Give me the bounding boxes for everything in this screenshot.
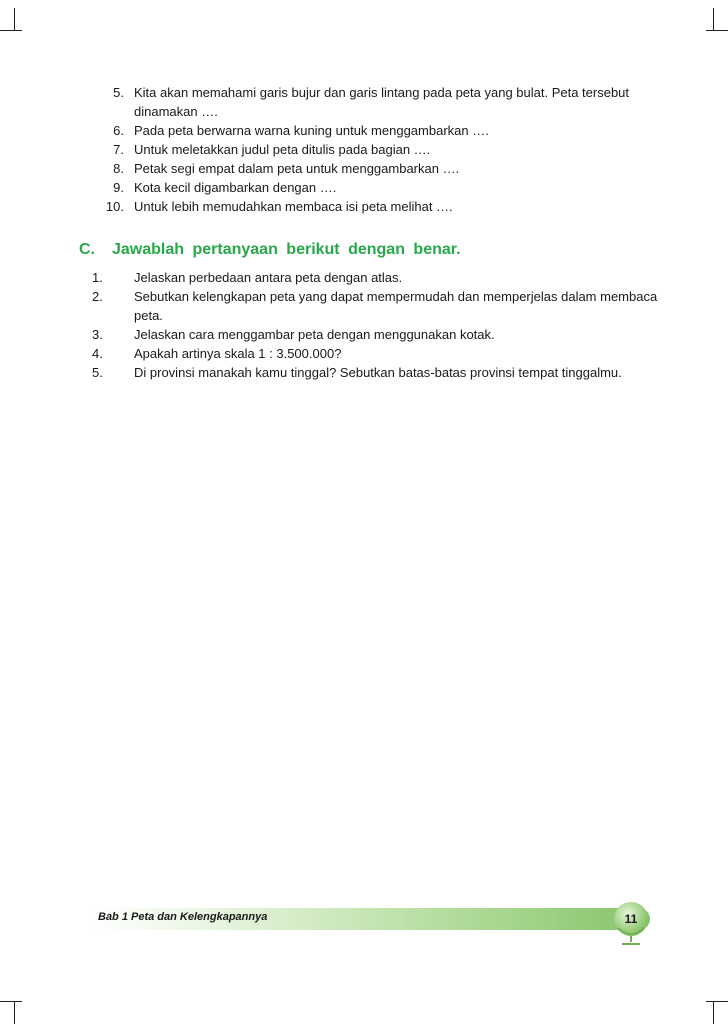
list-item: [0, 159, 728, 178]
crop-mark-top-right-h: [706, 30, 728, 31]
list-item: [0, 325, 728, 344]
fill-in-question-list: [0, 83, 728, 216]
item-number: 10.: [105, 199, 124, 214]
list-item: [0, 268, 728, 287]
section-letter: C.: [79, 241, 95, 258]
essay-question-list: [0, 268, 728, 382]
item-text: Petak segi empat dalam peta untuk menggambarkan ….: [134, 161, 460, 176]
list-item: [0, 363, 728, 382]
item-number: 2.: [92, 289, 103, 304]
item-text: Pada peta berwarna warna kuning untuk menggambarkan ….: [134, 123, 489, 138]
crop-mark-bottom-left-h: [0, 1001, 22, 1002]
list-item: [0, 178, 728, 197]
item-number: 9.: [113, 180, 124, 195]
list-item: [0, 83, 728, 121]
section-title: Jawablah pertanyaan berikut dengan benar.: [112, 241, 461, 258]
item-text: Untuk meletakkan judul peta ditulis pada bagian ….: [134, 142, 431, 157]
page-number: 11: [624, 912, 638, 926]
list-item: [0, 287, 728, 325]
crop-mark-bottom-right-h: [706, 1001, 728, 1002]
section-c-heading: [79, 240, 461, 260]
crop-mark-top-right: [713, 8, 728, 30]
item-number: 7.: [113, 142, 124, 157]
item-number: 3.: [92, 327, 103, 342]
item-number: 8.: [113, 161, 124, 176]
item-text: Sebutkan kelengkapan peta yang dapat mempermudah dan memperjelas dalam membaca peta.: [134, 289, 658, 323]
crop-mark-bottom-left: [0, 1002, 15, 1024]
item-number: 1.: [92, 270, 103, 285]
list-item: [0, 344, 728, 363]
crop-mark-top-left: [0, 8, 15, 30]
chapter-title: Bab 1 Peta dan Kelengkapannya: [98, 911, 268, 923]
item-text: Di provinsi manakah kamu tinggal? Sebutkan batas-batas provinsi tempat tinggalmu.: [134, 365, 622, 380]
item-number: 4.: [92, 346, 103, 361]
item-text: Jelaskan perbedaan antara peta dengan atlas.: [134, 270, 403, 285]
item-number: 6.: [113, 123, 124, 138]
list-item: [0, 140, 728, 159]
item-number: 5.: [92, 365, 103, 380]
item-number: 5.: [113, 85, 124, 100]
list-item: [0, 121, 728, 140]
list-item: [0, 197, 728, 216]
item-text: Kota kecil digambarkan dengan ….: [134, 180, 337, 195]
item-text: Untuk lebih memudahkan membaca isi peta melihat ….: [134, 199, 453, 214]
crop-mark-bottom-right: [713, 1002, 728, 1024]
item-text: Kita akan memahami garis bujur dan garis lintang pada peta yang bulat. Peta tersebut dinamakan ….: [134, 85, 630, 119]
crop-mark-top-left-h: [0, 30, 22, 31]
item-text: Apakah artinya skala 1 : 3.500.000?: [134, 346, 342, 361]
item-text: Jelaskan cara menggambar peta dengan menggunakan kotak.: [134, 327, 495, 342]
